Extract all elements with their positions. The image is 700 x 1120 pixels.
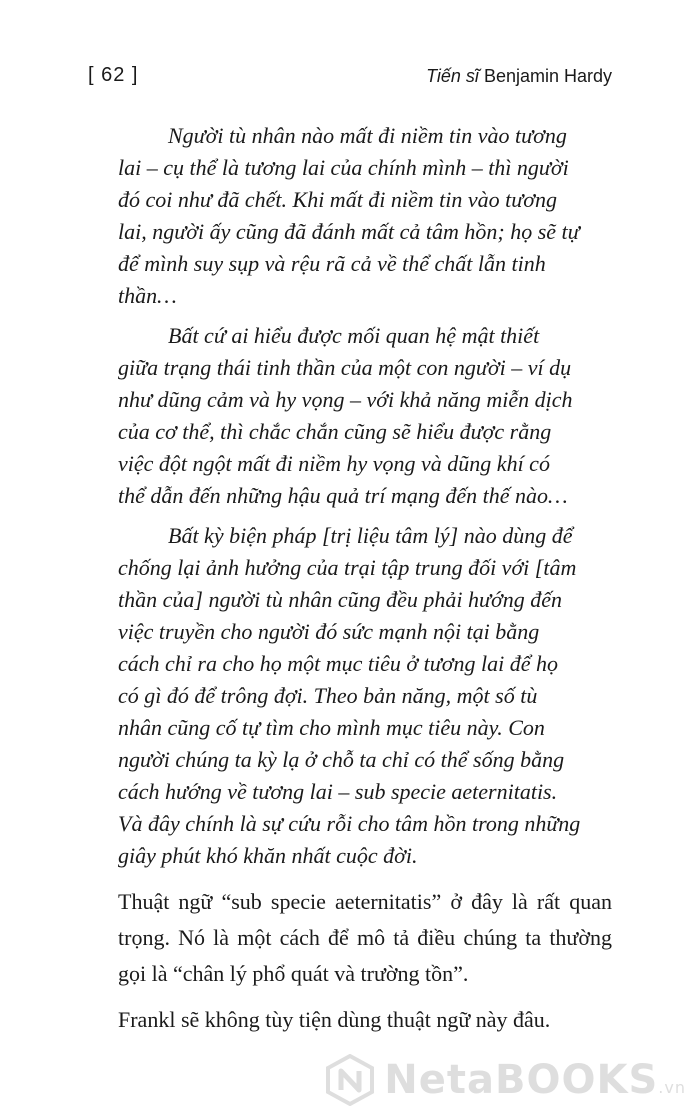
running-header [426, 66, 612, 87]
watermark-suffix: .vn [658, 1078, 686, 1097]
quote-block [118, 120, 582, 880]
netabooks-logo-icon [324, 1054, 376, 1106]
watermark-brand: NetaBOOKS.vn [384, 1057, 686, 1103]
watermark [324, 1054, 686, 1106]
page-number: [ 62 ] [88, 64, 139, 86]
body-paragraph-2: Frankl sẽ không tùy tiện dùng thuật ngữ này đâu. [118, 1007, 551, 1032]
body-text [118, 884, 612, 1048]
body-paragraph-1: Thuật ngữ “sub specie aeternitatis” ở đây là rất quan trọng. Nó là một cách để mô tả điều chúng ta thường gọi là “chân lý phổ quát và trường tồn”. [118, 889, 612, 986]
quote-paragraph-2: Bất cứ ai hiểu được mối quan hệ mật thiết giữa trạng thái tinh thần của một con người – ví dụ như dũng cảm và hy vọng – với khả năng miễn dịch của cơ thể, thì chắc chắn cũng sẽ hiểu được rằng việc đột ngột mất đi niềm hy vọng và dũng khí có thể dẫn đến những hậu quả trí mạng đến thế nào… [118, 323, 573, 508]
quote-paragraph-1: Người tù nhân nào mất đi niềm tin vào tương lai – cụ thể là tương lai của chính mình – thì người đó coi như đã chết. Khi mất đi niềm tin vào tương lai, người ấy cũng đã đánh mất cả tâm hồn; họ sẽ tự để mình suy sụp và rệu rã cả về thể chất lẫn tinh thần… [118, 123, 580, 308]
header-title-prefix: Tiến sĩ [426, 66, 479, 86]
quote-paragraph-3: Bất kỳ biện pháp [trị liệu tâm lý] nào dùng để chống lại ảnh hưởng của trại tập trung đối với [tâm thần của] người tù nhân cũng đều phải hướng đến việc truyền cho người đó sức mạnh nội tại bằng cách chỉ ra cho họ một mục tiêu ở tương lai để họ có gì đó để trông đợi. Theo bản năng, một số tù nhân cũng cố tự tìm cho mình mục tiêu này. Con người chúng ta kỳ lạ ở chỗ ta chỉ có thể sống bằng cách hướng về tương lai – sub specie aeternitatis. Và đây chính là sự cứu rỗi cho tâm hồn trong những giây phút khó khăn nhất cuộc đời. [118, 523, 581, 868]
header-author: Benjamin Hardy [483, 66, 612, 86]
